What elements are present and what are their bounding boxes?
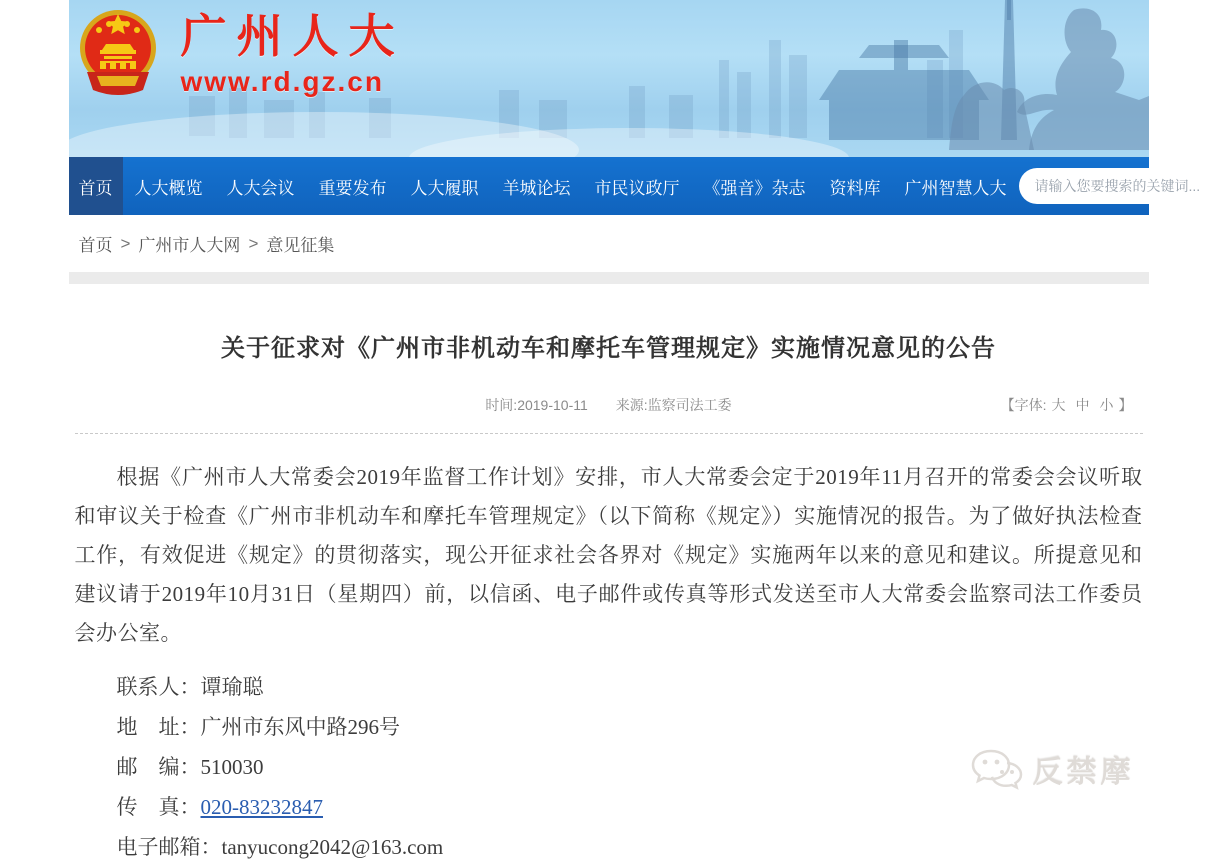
- meta-source: 监察司法工委: [648, 397, 732, 413]
- nav-item-magazine[interactable]: 《强音》杂志: [692, 157, 818, 215]
- main-nav: [69, 157, 1149, 215]
- meta-time-label: 时间:: [485, 397, 517, 413]
- watermark: [971, 747, 1135, 791]
- font-size-medium-button[interactable]: 中: [1076, 397, 1090, 413]
- contact-zipcode-label: 邮 编：: [117, 755, 201, 779]
- article-meta: [75, 395, 1143, 419]
- contact-address-value: 广州市东风中路296号: [201, 715, 401, 739]
- watermark-text: 反禁摩: [1033, 747, 1135, 791]
- font-size-large-button[interactable]: 大: [1052, 397, 1066, 413]
- nav-item-forum[interactable]: 羊城论坛: [491, 157, 583, 215]
- contact-address-row: [75, 707, 1143, 747]
- page: [69, 0, 1149, 815]
- site-url[interactable]: www.rd.gz.cn: [181, 64, 405, 100]
- contact-person-label: 联系人：: [117, 675, 201, 699]
- meta-source-label: 来源:: [616, 397, 648, 413]
- breadcrumb-separator: >: [121, 234, 131, 254]
- breadcrumb: [69, 215, 1149, 272]
- site-name[interactable]: 广州人大: [181, 8, 405, 64]
- nav-item-database[interactable]: 资料库: [818, 157, 893, 215]
- contact-email-row: [75, 827, 1143, 867]
- nav-items: [69, 157, 1019, 215]
- meta-time: 2019-10-11: [517, 397, 588, 413]
- font-size-small-button[interactable]: 小: [1100, 397, 1114, 413]
- nav-item-duties[interactable]: 人大履职: [399, 157, 491, 215]
- site-banner: [69, 0, 1149, 157]
- national-emblem-icon[interactable]: [77, 6, 159, 98]
- contact-person-value: 谭瑜聪: [201, 675, 264, 699]
- nav-item-home[interactable]: 首页: [69, 157, 123, 215]
- font-widget-close: 】: [1119, 397, 1133, 413]
- contact-email-value: tanyucong2042@163.com: [222, 835, 444, 859]
- search-box: [1019, 168, 1217, 204]
- contact-fax-label: 传 真：: [117, 795, 201, 819]
- section-divider-strip: [69, 272, 1149, 284]
- breadcrumb-separator: >: [248, 234, 258, 254]
- nav-item-overview[interactable]: 人大概览: [123, 157, 215, 215]
- dashed-divider: [75, 433, 1143, 434]
- page-title: 关于征求对《广州市非机动车和摩托车管理规定》实施情况意见的公告: [75, 328, 1143, 363]
- breadcrumb-site[interactable]: 广州市人大网: [138, 231, 240, 256]
- search-input[interactable]: [1019, 178, 1217, 194]
- breadcrumb-current[interactable]: 意见征集: [266, 231, 334, 256]
- breadcrumb-home[interactable]: 首页: [79, 231, 113, 256]
- contact-zipcode-value: 510030: [201, 755, 264, 779]
- nav-item-releases[interactable]: 重要发布: [307, 157, 399, 215]
- contact-fax-row: [75, 787, 1143, 827]
- font-widget-open: 【字体:: [1001, 397, 1047, 413]
- contact-fax-link[interactable]: 020-83232847: [201, 795, 324, 819]
- font-size-widget: [1001, 395, 1133, 415]
- wechat-icon: [971, 748, 1023, 790]
- contact-address-label: 地 址：: [117, 715, 201, 739]
- nav-item-civic-hall[interactable]: 市民议政厅: [583, 157, 692, 215]
- article-paragraph: 根据《广州市人大常委会2019年监督工作计划》安排，市人大常委会定于2019年11月召开的常委会会议听取和审议关于检查《广州市非机动车和摩托车管理规定》（以下简称《规定》）实施情况的报告。为了做好执法检查工作，有效促进《规定》的贯彻落实，现公开征求社会各界对《规定》实施两年以来的意见和建议。所提意见和建议请于2019年10月31日（星期四）前，以信函、电子邮件或传真等形式发送至市人大常委会监察司法工作委员会办公室。: [75, 458, 1143, 653]
- contact-person-row: [75, 667, 1143, 707]
- nav-item-meetings[interactable]: 人大会议: [215, 157, 307, 215]
- contact-email-label: 电子邮箱：: [117, 835, 222, 859]
- nav-item-smart-rd[interactable]: 广州智慧人大: [893, 157, 1019, 215]
